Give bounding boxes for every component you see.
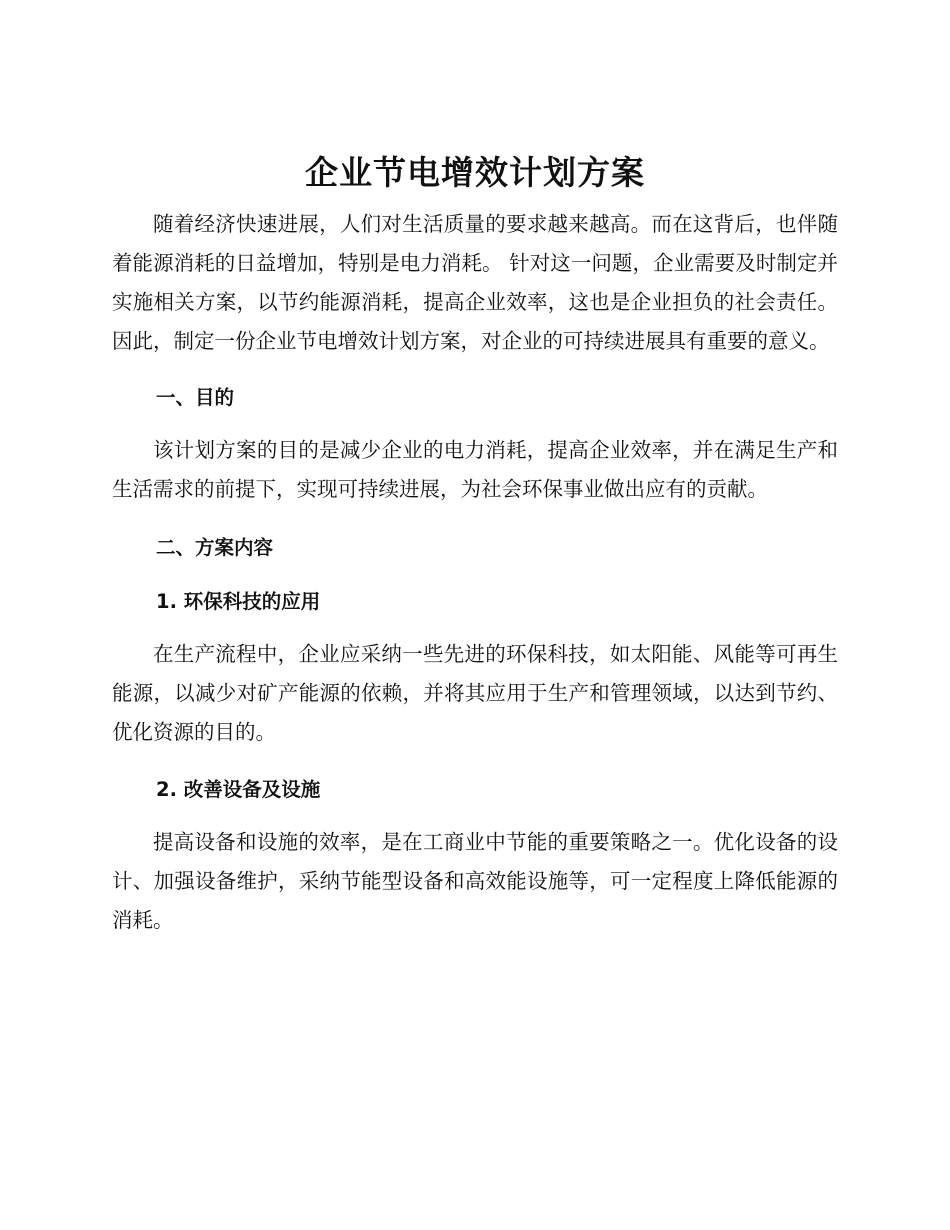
intro-paragraph: 随着经济快速进展，人们对生活质量的要求越来越高。而在这背后，也伴随着能源消耗的日益增加，特别是电力消耗。 针对这一问题，企业需要及时制定并实施相关方案，以节约能源消耗，提高企业效率，这也是企业担负的社会责任。 因此，制定一份企业节电增效计划方案，对企业的可持续进展具有重要的意义。 (112, 212, 838, 353)
subsection-heading-eco-tech: 1. 环保科技的应用 (156, 590, 321, 613)
document-title: 企业节电增效计划方案 (305, 153, 645, 192)
section-body-purpose: 该计划方案的目的是减少企业的电力消耗，提高企业效率，并在满足生产和生活需求的前提下，实现可持续进展，为社会环保事业做出应有的贡献。 (112, 438, 838, 501)
subsection-heading-equipment: 2. 改善设备及设施 (156, 778, 321, 801)
subsection-body-eco-tech: 在生产流程中，企业应采纳一些先进的环保科技，如太阳能、风能等可再生能源，以减少对矿产能源的依赖，并将其应用于生产和管理领域，以达到节约、优化资源的目的。 (112, 642, 838, 744)
section-heading-purpose: 一、目的 (156, 386, 235, 409)
subsection-body-equipment: 提高设备和设施的效率，是在工商业中节能的重要策略之一。优化设备的设计、加强设备维护，采纳节能型设备和高效能设施等，可一定程度上降低能源的消耗。 (112, 830, 838, 932)
document-page (112, 148, 838, 940)
section-heading-plan-content: 二、方案内容 (156, 536, 274, 559)
